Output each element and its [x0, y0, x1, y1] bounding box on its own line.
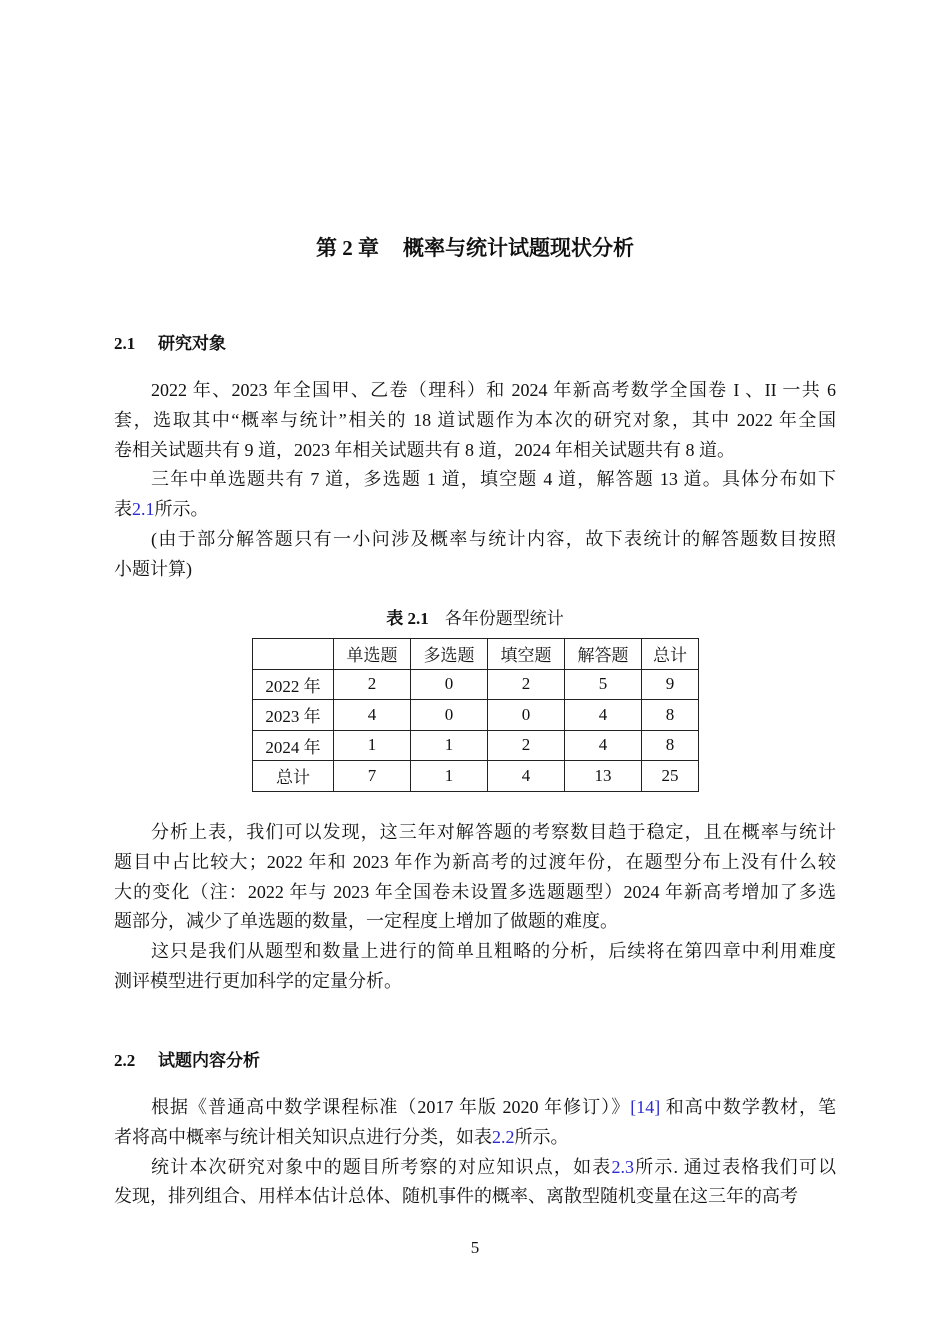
text-segment: 三年中单选题共有 7 道，多选题 1 道，填空题 4 道，解答题 13 道。具体分布如下 [151, 469, 836, 490]
paragraph-line [114, 376, 836, 406]
paragraph-line [114, 937, 836, 967]
page-number: 5 [470, 1238, 480, 1257]
section-number: 2.1 [114, 334, 136, 353]
paragraph-line [114, 967, 836, 997]
paragraph-line [114, 818, 836, 848]
cross-reference-link[interactable]: 2.3 [611, 1156, 634, 1177]
table-cell: 8 [642, 700, 699, 731]
table-row [253, 761, 699, 792]
table-header-cell: 多选题 [411, 639, 488, 670]
cross-reference-link[interactable]: 2.2 [492, 1126, 515, 1147]
table-row [253, 669, 699, 700]
paragraph-line [114, 525, 836, 555]
table-cell: 4 [488, 761, 565, 792]
table-header-cell [253, 639, 334, 670]
table-cell: 2 [334, 669, 411, 700]
row-label-cell: 2022 年 [253, 669, 334, 700]
table-row [253, 700, 699, 731]
chapter-title: 概率与统计试题现状分析 [403, 236, 634, 260]
table-cell: 25 [642, 761, 699, 792]
paragraph-line [114, 465, 836, 495]
text-segment: 大的变化（注：2022 年与 2023 年全国卷未设置多选题题型）2024 年新高考增加了多选 [114, 881, 836, 902]
text-segment: 和高中数学教材，笔 [660, 1097, 837, 1117]
table-row [253, 730, 699, 761]
table-cell: 4 [565, 730, 642, 761]
section-number: 2.2 [114, 1051, 136, 1070]
text-segment: 所示。 [514, 1126, 569, 1147]
paragraph-line [114, 555, 836, 585]
paragraph-line [114, 436, 836, 466]
text-segment: 表 [114, 499, 132, 520]
table-cell: 4 [565, 700, 642, 731]
table-cell: 2 [488, 730, 565, 761]
paragraph-line [114, 1182, 836, 1212]
paragraph-line [114, 1123, 836, 1153]
row-label-cell: 2024 年 [253, 730, 334, 761]
table-cell: 0 [411, 669, 488, 700]
paragraph-line [114, 495, 836, 525]
table-cell: 9 [642, 669, 699, 700]
text-segment: 发现，排列组合、用样本估计总体、随机事件的概率、离散型随机变量在这三年的高考 [114, 1186, 798, 1207]
text-segment: 这只是我们从题型和数量上进行的简单且粗略的分析，后续将在第四章中利用难度 [151, 941, 836, 962]
paragraph-line [114, 907, 836, 937]
chapter-heading [0, 232, 950, 262]
paragraphs-research-object [114, 376, 836, 585]
table-header-cell: 填空题 [488, 639, 565, 670]
table-caption-title: 各年份题型统计 [444, 609, 564, 628]
paragraph-line [114, 406, 836, 436]
table-cell: 2 [488, 669, 565, 700]
paragraph-line [114, 878, 836, 908]
section-title: 研究对象 [158, 334, 226, 353]
text-segment: 卷相关试题共有 9 道，2023 年相关试题共有 8 道，2024 年相关试题共有 8 道。 [114, 439, 735, 460]
paragraph-line [114, 1093, 836, 1123]
text-segment: 测评模型进行更加科学的定量分析。 [114, 970, 402, 991]
section-title: 试题内容分析 [158, 1051, 260, 1070]
table-cell: 1 [334, 730, 411, 761]
row-label-cell: 2023 年 [253, 700, 334, 731]
table-cell: 1 [411, 761, 488, 792]
text-segment: 分析上表，我们可以发现，这三年对解答题的考察数目趋于稳定，且在概率与统计 [151, 822, 836, 842]
paragraph-line [114, 1153, 836, 1183]
text-segment: 者将高中概率与统计相关知识点进行分类，如表 [114, 1126, 492, 1147]
text-segment: (由于部分解答题只有一小问涉及概率与统计内容，故下表统计的解答题数目按照 [151, 528, 836, 549]
table-caption-label: 表 2.1 [386, 609, 429, 628]
chapter-number: 第 2 章 [316, 236, 379, 260]
question-type-table [252, 638, 699, 792]
table-header-cell: 解答题 [565, 639, 642, 670]
text-segment: 套，选取其中“概率与统计”相关的 18 道试题作为本次的研究对象，其中 2022 年全国 [114, 409, 836, 430]
text-segment: 小题计算) [114, 558, 192, 579]
row-label-cell: 总计 [253, 761, 334, 792]
table-cell: 13 [565, 761, 642, 792]
table-caption [0, 604, 950, 629]
cross-reference-link[interactable]: [14] [630, 1097, 661, 1117]
table-cell: 1 [411, 730, 488, 761]
table-cell: 0 [488, 700, 565, 731]
table-cell: 4 [334, 700, 411, 731]
text-segment: 所示. 通过表格我们可以 [633, 1156, 837, 1177]
text-segment: 统计本次研究对象中的题目所考察的对应知识点，如表 [151, 1156, 612, 1177]
paragraphs-table-analysis [114, 818, 836, 997]
table-cell: 5 [565, 669, 642, 700]
table-cell: 0 [411, 700, 488, 731]
table-header-cell: 总计 [642, 639, 699, 670]
text-segment: 题部分，减少了单选题的数量，一定程度上增加了做题的难度。 [114, 911, 618, 932]
table-cell: 8 [642, 730, 699, 761]
cross-reference-link[interactable]: 2.1 [132, 499, 155, 520]
paragraph-line [114, 848, 836, 878]
section-heading-2-1 [114, 329, 226, 354]
section-heading-2-2 [114, 1046, 260, 1071]
table-header-row [253, 639, 699, 670]
table-header-cell: 单选题 [334, 639, 411, 670]
text-segment: 题目中占比较大；2022 年和 2023 年作为新高考的过渡年份，在题型分布上没有什么较 [114, 851, 836, 872]
text-segment: 2022 年、2023 年全国甲、乙卷（理科）和 2024 年新高考数学全国卷 I 、II 一共 6 [151, 380, 836, 400]
paragraphs-content-analysis [114, 1093, 836, 1212]
text-segment: 所示。 [154, 499, 209, 520]
text-segment: 根据《普通高中数学课程标准（2017 年版 2020 年修订）》 [151, 1097, 631, 1117]
table-cell: 7 [334, 761, 411, 792]
